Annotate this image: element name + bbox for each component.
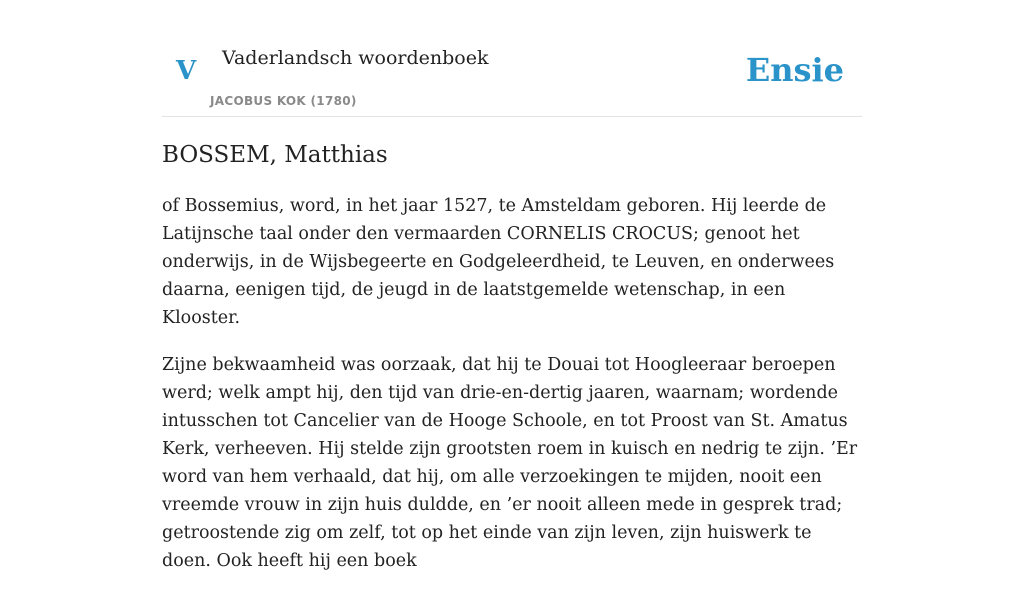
book-title[interactable]: Vaderlandsch woordenboek	[222, 47, 489, 69]
entry-paragraph: Zijne bekwaamheid was oorzaak, dat hij te Douai tot Hoogleeraar beroepen werd; welk ampt hij, den tijd van drie-en-dertig jaaren, waarnam; wordende intusschen tot Cancelier van de Hooge Schoole, en tot Proost van St. Amatus Kerk, verheeven. Hij stelde zijn grootsten roem in kuisch en nedrig te zijn. ’Er word van hem verhaald, dat hij, om alle verzoekingen te mijden, nooit een vreemde vrouw in zijn huis duldde, en ’er nooit alleen mede in gesprek trad; getroostende zig om zelf, tot op het einde van zijn leven, zijn huiswerk te doen. Ook heeft hij een boek	[162, 355, 858, 571]
brand-logo[interactable]: Ensie	[745, 51, 844, 89]
index-letter[interactable]: V	[176, 56, 197, 86]
entry-body	[162, 192, 862, 594]
header	[162, 0, 862, 117]
entry-paragraph: of Bossemius, word, in het jaar 1527, te Amsteldam geboren. Hij leerde de Latijnsche taal onder den vermaarden CORNELIS CROCUS; genoot het onderwijs, in de Wijsbegeerte en Godgeleerdheid, te Leuven, en onderwees daarna, eenigen tijd, de jeugd in de laatstgemelde wetenschap, in een Klooster.	[162, 196, 835, 328]
book-author: JACOBUS KOK (1780)	[210, 94, 357, 108]
entry-title: BOSSEM, Matthias	[162, 142, 388, 168]
